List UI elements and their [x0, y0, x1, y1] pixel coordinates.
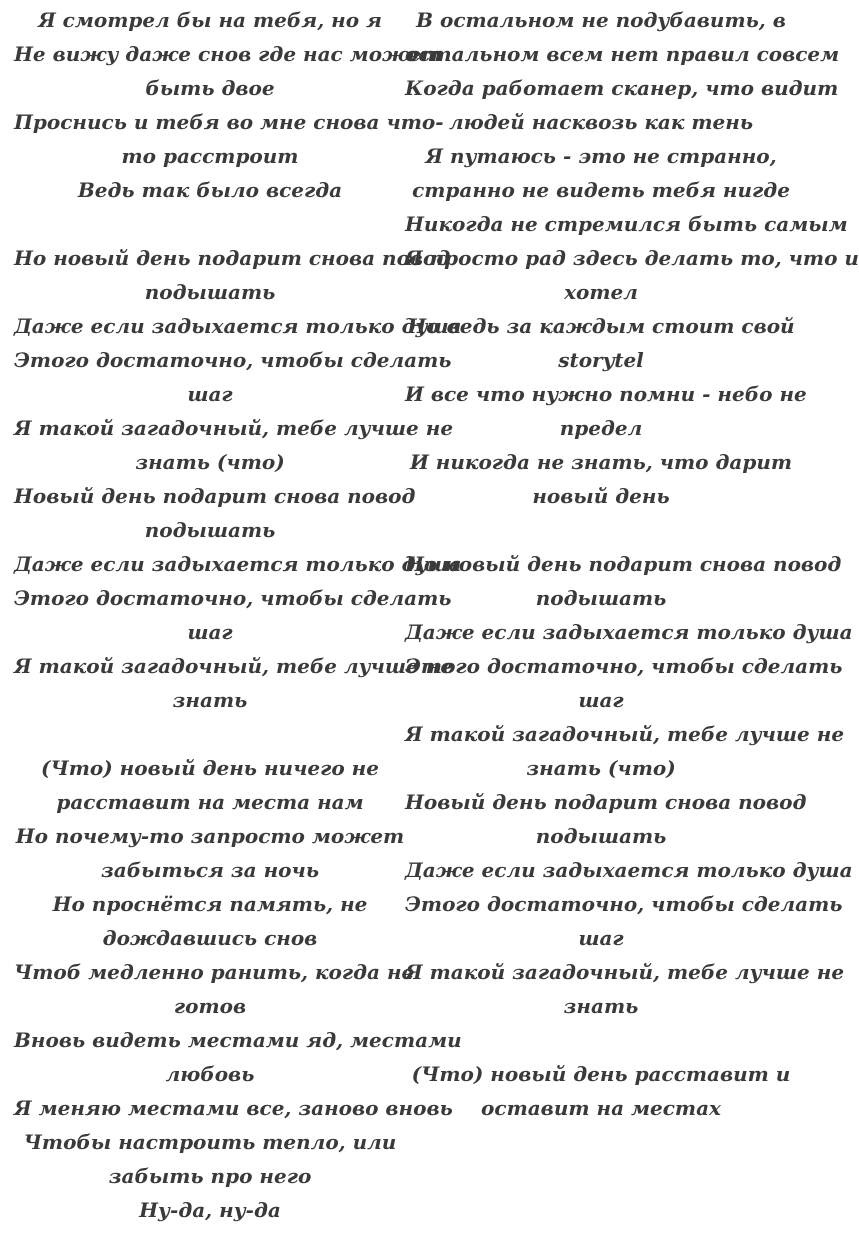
lyric-line: [14, 207, 406, 241]
lyric-line: расставит на места нам: [56, 790, 364, 814]
lyric-line: Но почему-то запросто может: [15, 824, 405, 848]
lyric-line: (Что) новый день ничего не: [41, 756, 379, 780]
lyric-line: Я просто рад здесь делать то, что и: [405, 246, 859, 270]
lyrics-column-right: [405, 3, 859, 1125]
lyric-line: [405, 1023, 797, 1057]
lyric-line: Этого достаточно, чтобы сделать: [14, 348, 452, 372]
lyric-line: новый день: [532, 484, 670, 508]
lyric-line: Этого достаточно, чтобы сделать: [14, 586, 452, 610]
lyric-line: быть двое: [145, 76, 275, 100]
lyric-line: [405, 513, 797, 547]
lyric-line: Даже если задыхается только душа: [405, 858, 853, 882]
lyric-line: оставит на местах: [481, 1096, 721, 1120]
lyric-line: знать: [172, 688, 248, 712]
lyric-line: Ну-да, ну-да: [139, 1198, 281, 1222]
lyric-line: забыть про него: [108, 1164, 312, 1188]
lyric-line: готов: [173, 994, 247, 1018]
lyric-line: Не вижу даже снов где нас может: [14, 42, 443, 66]
lyric-line: знать (что): [135, 450, 285, 474]
lyric-line: [14, 717, 406, 751]
lyric-line: Этого достаточно, чтобы сделать: [405, 892, 843, 916]
lyric-line: Вновь видеть местами яд, местами: [14, 1028, 462, 1052]
lyric-line: Я такой загадочный, тебе лучше не: [14, 416, 454, 440]
lyrics-column-left: [14, 3, 462, 1227]
lyric-line: подышать: [144, 280, 276, 304]
lyric-line: знать: [563, 994, 639, 1018]
lyric-line: Но новый день подарит снова повод: [405, 552, 842, 576]
lyric-line: любовь: [165, 1062, 255, 1086]
lyric-line: Я такой загадочный, тебе лучше не: [405, 960, 845, 984]
lyric-line: Проснись и тебя во мне снова что-: [14, 110, 444, 134]
lyric-line: шаг: [187, 620, 233, 644]
lyric-line: (Что) новый день расставит и: [411, 1062, 791, 1086]
lyric-line: хотел: [564, 280, 638, 304]
lyric-line: остальном всем нет правил совсем: [405, 42, 840, 66]
lyric-line: Но новый день подарит снова повод: [14, 246, 451, 270]
lyric-line: шаг: [187, 382, 233, 406]
lyric-line: Ведь так было всегда: [77, 178, 343, 202]
lyric-line: подышать: [144, 518, 276, 542]
lyric-line: шаг: [578, 688, 624, 712]
lyric-line: В остальном не подубавить, в: [416, 8, 786, 32]
lyric-line: Даже если задыхается только душа: [405, 620, 853, 644]
lyric-line: подышать: [535, 824, 667, 848]
lyric-line: Но ведь за каждым стоит свой: [407, 314, 795, 338]
lyric-line: забыться за ночь: [100, 858, 320, 882]
lyric-line: Я смотрел бы на тебя, но я: [38, 8, 382, 32]
lyric-line: Я такой загадочный, тебе лучше не: [405, 722, 845, 746]
lyric-line: дождавшись снов: [102, 926, 318, 950]
lyric-line: Я путаюсь - это не странно,: [425, 144, 777, 168]
lyric-line: Когда работает сканер, что видит: [405, 76, 839, 100]
lyric-line: Но проснётся память, не: [52, 892, 368, 916]
lyric-line: Этого достаточно, чтобы сделать: [405, 654, 843, 678]
lyric-line: Новый день подарит снова повод: [14, 484, 416, 508]
lyric-line: подышать: [535, 586, 667, 610]
lyric-line: Никогда не стремился быть самым: [405, 212, 848, 236]
lyric-line: шаг: [578, 926, 624, 950]
lyric-line: storytel: [558, 348, 644, 372]
lyric-line: И никогда не знать, что дарит: [409, 450, 793, 474]
lyric-line: И все что нужно помни - небо не: [405, 382, 807, 406]
lyric-line: странно не видеть тебя нигде: [412, 178, 790, 202]
lyric-line: Я меняю местами все, заново вновь: [14, 1096, 453, 1120]
lyric-line: то расстроит: [121, 144, 299, 168]
lyric-line: Даже если задыхается только душа: [14, 552, 462, 576]
lyric-line: людей насквозь как тень: [448, 110, 754, 134]
lyric-line: предел: [559, 416, 643, 440]
lyric-line: Я такой загадочный, тебе лучше не: [14, 654, 454, 678]
lyric-line: знать (что): [526, 756, 676, 780]
lyric-line: Новый день подарит снова повод: [405, 790, 807, 814]
lyric-line: Чтоб медленно ранить, когда не: [14, 960, 415, 984]
lyric-line: Даже если задыхается только душа: [14, 314, 462, 338]
lyric-line: Чтобы настроить тепло, или: [23, 1130, 397, 1154]
